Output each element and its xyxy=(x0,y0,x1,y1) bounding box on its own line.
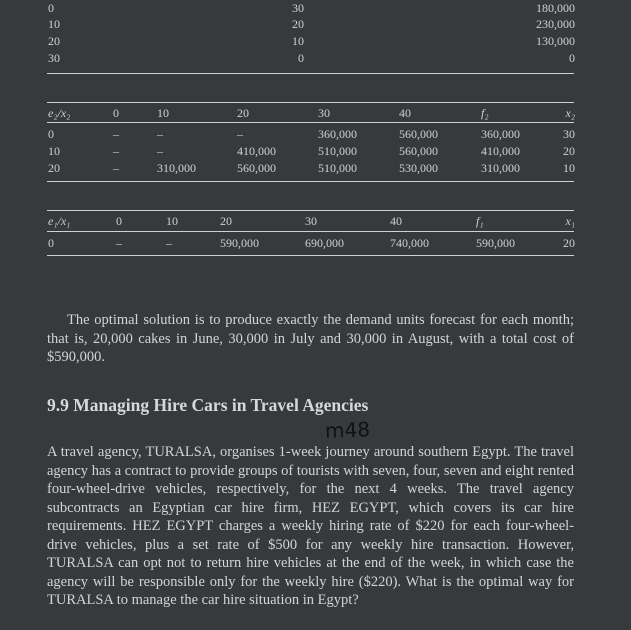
header-cell: 30 xyxy=(318,106,330,120)
table-cell: 0 xyxy=(298,51,304,65)
table-cell: 230,000 xyxy=(536,17,575,31)
table-cell: 130,000 xyxy=(536,34,575,48)
table-cell: 30 xyxy=(563,127,575,141)
header-cell: 20 xyxy=(220,214,232,228)
table-cell: 30 xyxy=(292,1,304,15)
header-cell: 30 xyxy=(305,214,317,228)
body-paragraph: A travel agency, TURALSA, organises 1-week journey around southern Egypt. The travel agency has a contract to provide groups of tourists with seven, four, seven and eight rented four-wheel-drive vehicles, respectively, for the next 4 weeks. The travel agency subcontracts an Egyptian car hire firm, HEZ EGYPT, which covers its car hire requirements. HEZ EGYPT charges a weekly hiring rate of $220 for each four-wheel-drive vehicles, plus a set rate of $500 for any weekly hire transaction. However, TURALSA can opt not to return hire vehicles at the end of the week, in which case the agency will be responsible only for the weekly hire ($220). What is the optimal way for TURALSA to manage the car hire situation in Egypt? xyxy=(47,444,574,608)
header-cell: 10 xyxy=(157,106,169,120)
header-cell: 0 xyxy=(113,106,119,120)
section-title: 9.9 Managing Hire Cars in Travel Agencies xyxy=(47,395,369,415)
table-cell: 20 xyxy=(292,17,304,31)
header-cell: 40 xyxy=(399,106,411,120)
header-cell: 20 xyxy=(237,106,249,120)
table-cell: – xyxy=(157,127,163,141)
table-cell: 560,000 xyxy=(399,127,438,141)
table-cell: – xyxy=(166,236,172,250)
table-cell: 0 xyxy=(48,236,54,250)
header-cell: f₂ xyxy=(481,106,489,120)
header-cell: f₁ xyxy=(476,214,484,228)
table-cell: 560,000 xyxy=(399,144,438,158)
header-cell: 0 xyxy=(116,214,122,228)
table-cell: – xyxy=(237,127,243,141)
table-rule xyxy=(47,181,574,182)
table-cell: – xyxy=(113,161,119,175)
header-cell: 10 xyxy=(166,214,178,228)
table-cell: – xyxy=(113,144,119,158)
header-cell: x₁ xyxy=(565,214,575,228)
table-cell: 10 xyxy=(563,161,575,175)
table-rule xyxy=(47,210,574,211)
table-rule xyxy=(47,102,574,103)
table-cell: 0 xyxy=(48,1,54,15)
table-rule xyxy=(47,231,574,232)
table-rule xyxy=(47,122,574,123)
watermark: m48 xyxy=(324,417,371,443)
table-cell: 590,000 xyxy=(220,236,259,250)
table-cell: 740,000 xyxy=(390,236,429,250)
table-cell: 20 xyxy=(563,236,575,250)
table-cell: 590,000 xyxy=(476,236,515,250)
table-cell: – xyxy=(116,236,122,250)
table-cell: 360,000 xyxy=(318,127,357,141)
table-cell: 0 xyxy=(48,127,54,141)
table-cell: 10 xyxy=(48,17,60,31)
table-cell: 410,000 xyxy=(481,144,520,158)
table-cell: 690,000 xyxy=(305,236,344,250)
table-cell: 530,000 xyxy=(399,161,438,175)
table-cell: 10 xyxy=(292,34,304,48)
table-cell: 560,000 xyxy=(237,161,276,175)
table-cell: 0 xyxy=(569,51,575,65)
table-cell: 510,000 xyxy=(318,144,357,158)
header-cell: e₂/x₂ xyxy=(48,106,71,120)
table-rule xyxy=(47,255,574,256)
conclusion-paragraph: The optimal solution is to produce exactly the demand units forecast for each month; that is, 20,000 cakes in June, 30,000 in July and 30,000 in August, with a total cost of $590,000. xyxy=(47,312,574,365)
table-cell: 410,000 xyxy=(237,144,276,158)
table-cell: – xyxy=(157,144,163,158)
header-cell: x₂ xyxy=(565,106,575,120)
table-rule xyxy=(47,73,574,74)
table-cell: 10 xyxy=(48,144,60,158)
table-cell: 30 xyxy=(48,51,60,65)
table-cell: 360,000 xyxy=(481,127,520,141)
table-cell: 20 xyxy=(563,144,575,158)
table-cell: 510,000 xyxy=(318,161,357,175)
table-cell: 310,000 xyxy=(157,161,196,175)
header-cell: 40 xyxy=(390,214,402,228)
table-cell: 20 xyxy=(48,34,60,48)
table-cell: 20 xyxy=(48,161,60,175)
table-cell: 180,000 xyxy=(536,1,575,15)
table-cell: 310,000 xyxy=(481,161,520,175)
header-cell: e₁/x₁ xyxy=(48,214,71,228)
table-cell: – xyxy=(113,127,119,141)
